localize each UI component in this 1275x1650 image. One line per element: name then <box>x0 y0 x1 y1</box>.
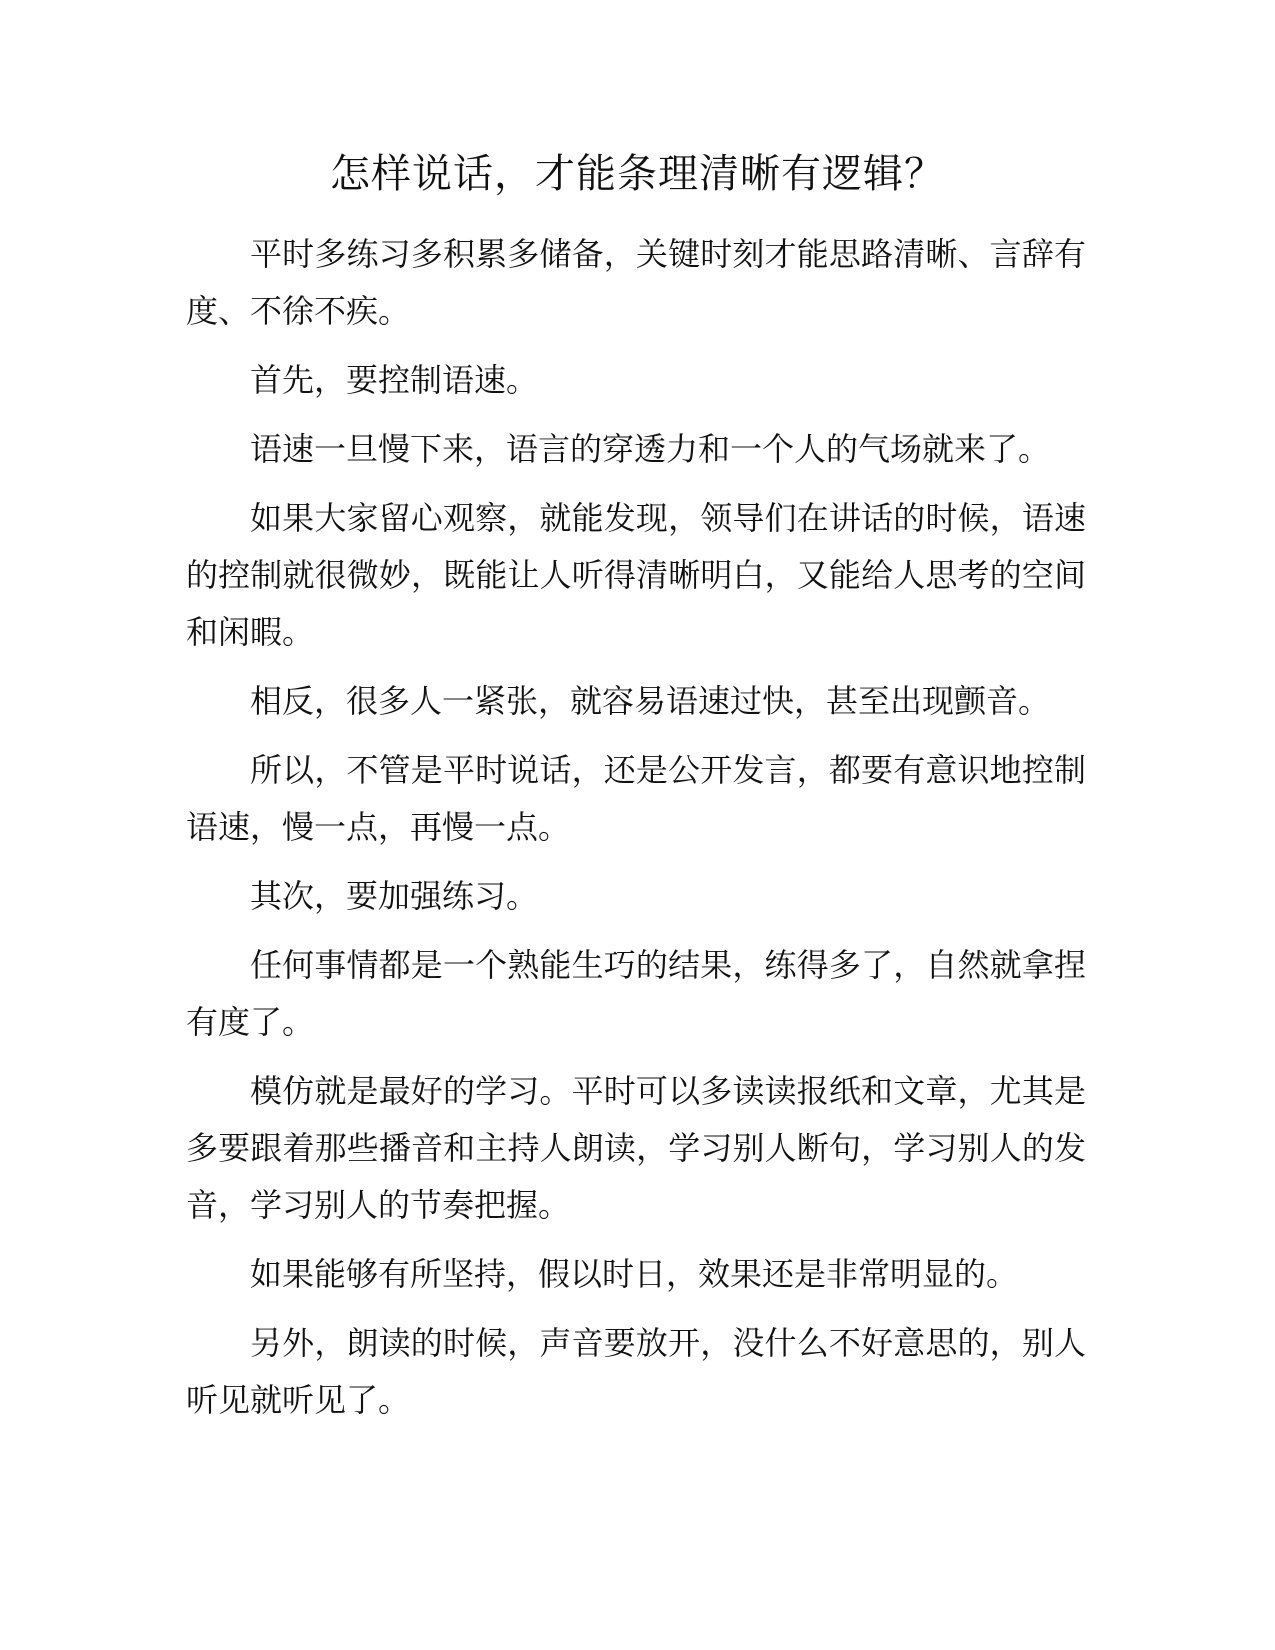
paragraph: 任何事情都是一个熟能生巧的结果，练得多了，自然就拿捏有度了。 <box>186 946 1086 1041</box>
paragraph: 如果能够有所坚持，假以时日，效果还是非常明显的。 <box>250 1255 1019 1293</box>
paragraph: 另外，朗读的时候，声音要放开，没什么不好意思的，别人听见就听见了。 <box>186 1324 1086 1419</box>
paragraph: 语速一旦慢下来，语言的穿透力和一个人的气场就来了。 <box>250 430 1051 468</box>
paragraph: 如果大家留心观察，就能发现，领导们在讲话的时候，语速的控制就很微妙，既能让人听得清晰明白，又能给人思考的空间和闲暇。 <box>186 499 1086 651</box>
document-title: 怎样说话，才能条理清晰有逻辑？ <box>330 151 945 197</box>
paragraph: 平时多练习多积累多储备，关键时刻才能思路清晰、言辞有度、不徐不疾。 <box>186 235 1086 330</box>
paragraph: 其次，要加强练习。 <box>250 877 539 915</box>
paragraph: 模仿就是最好的学习。平时可以多读读报纸和文章，尤其是多要跟着那些播音和主持人朗读，学习别人断句，学习别人的发音，学习别人的节奏把握。 <box>186 1072 1086 1224</box>
document-body <box>186 226 1086 1441</box>
paragraph: 相反，很多人一紧张，就容易语速过快，甚至出现颤音。 <box>250 682 1051 720</box>
paragraph: 所以，不管是平时说话，还是公开发言，都要有意识地控制语速，慢一点，再慢一点。 <box>186 751 1086 846</box>
paragraph: 首先，要控制语速。 <box>250 361 539 399</box>
